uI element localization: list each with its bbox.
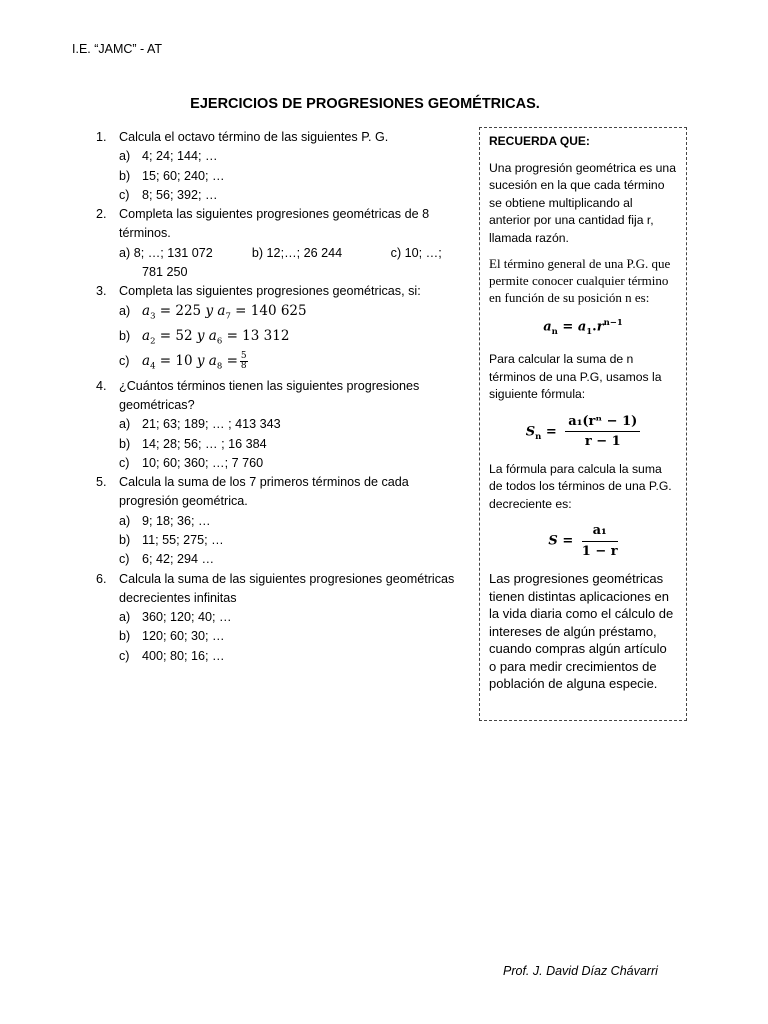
exercise-options bbox=[119, 608, 470, 666]
math-expression bbox=[142, 327, 290, 347]
school-header: I.E. “JAMC” - AT bbox=[72, 42, 163, 56]
option-text: 4; 24; 144; … bbox=[142, 149, 218, 164]
option bbox=[119, 647, 470, 666]
option-letter: b) bbox=[119, 328, 131, 343]
fraction-numerator: a₁(rⁿ − 1) bbox=[565, 413, 640, 433]
option-row bbox=[119, 244, 470, 263]
option-letter: c) bbox=[119, 648, 130, 663]
math-y: y bbox=[196, 327, 205, 344]
author-footer: Prof. J. David Díaz Chávarri bbox=[503, 964, 658, 978]
option-letter: a) bbox=[119, 149, 131, 164]
formula-eq: = bbox=[562, 319, 574, 335]
exercise-number: 6. bbox=[96, 571, 107, 586]
exercise-options bbox=[119, 415, 470, 473]
math-val: = 52 bbox=[159, 327, 193, 344]
option-letter: b) bbox=[119, 533, 131, 547]
math-val: = 13 312 bbox=[226, 327, 290, 344]
fraction-denominator: 1 − r bbox=[581, 543, 618, 559]
option-text: 14; 28; 56; … ; 16 384 bbox=[142, 436, 267, 451]
option bbox=[119, 454, 470, 473]
exercise-number: 3. bbox=[96, 284, 107, 299]
option bbox=[119, 512, 470, 531]
formula-dot: . bbox=[592, 319, 597, 335]
option-letter: c) bbox=[119, 187, 130, 202]
option-c-continued: 781 250 bbox=[142, 265, 188, 280]
exercise-number: 2. bbox=[96, 207, 107, 222]
fraction-numerator: a₁ bbox=[582, 522, 618, 542]
exercise-5 bbox=[96, 473, 470, 569]
formula-sub: n bbox=[551, 326, 558, 337]
option-letter: a) bbox=[119, 513, 131, 528]
general-term-text: El término general de una P.G. que permite conocer cualquier término en función de su posición n es: bbox=[489, 256, 671, 305]
reminder-heading: RECUERDA QUE: bbox=[489, 134, 590, 148]
exercise-2 bbox=[96, 205, 470, 282]
exercise-text: Calcula el octavo término de las siguientes P. G. bbox=[119, 130, 389, 144]
math-sub: 3 bbox=[150, 311, 156, 322]
formula-fraction bbox=[582, 522, 618, 560]
reminder-box bbox=[479, 127, 687, 721]
definition-text: Una progresión geométrica es una sucesión en la que cada término se obtiene multiplicando al anterior por una cantidad fija r, llamada razón. bbox=[489, 160, 676, 245]
formula-eq: = bbox=[562, 533, 574, 549]
option-text: 8; 56; 392; … bbox=[142, 187, 218, 202]
sum-text: Para calcular la suma de n términos de una P.G, usamos la siguiente fórmula: bbox=[489, 352, 662, 402]
page-title bbox=[0, 96, 730, 112]
option-text: 9; 18; 36; … bbox=[142, 513, 211, 528]
exercise-text: ¿Cuántos términos tienen las siguientes progresiones geométricas? bbox=[119, 378, 420, 412]
exercise-options bbox=[119, 147, 470, 205]
option bbox=[119, 531, 470, 550]
option bbox=[119, 327, 470, 352]
formula-symbol: a bbox=[577, 319, 587, 335]
option bbox=[119, 435, 470, 454]
option bbox=[119, 186, 470, 205]
math-expression bbox=[142, 350, 248, 372]
math-sub: 7 bbox=[225, 311, 231, 322]
option-letter: b) bbox=[119, 629, 131, 644]
math-sub: 6 bbox=[216, 336, 223, 347]
math-val: = bbox=[226, 352, 238, 369]
math-val: = 10 bbox=[159, 352, 193, 369]
math-val: = 225 bbox=[159, 302, 202, 319]
formula-symbol: S bbox=[525, 424, 536, 440]
math-y: y bbox=[196, 352, 205, 369]
math-var: a bbox=[142, 302, 151, 319]
math-var: a bbox=[208, 352, 217, 369]
exercise-number: 4. bbox=[96, 378, 107, 393]
option-text: 120; 60; 30; … bbox=[142, 629, 225, 644]
option-c: c) 10; …; bbox=[390, 245, 442, 260]
option-a: a) 8; …; 131 072 bbox=[119, 245, 213, 260]
option-text: 400; 80; 16; … bbox=[142, 648, 225, 663]
exercise-options bbox=[119, 302, 470, 377]
option-text: 6; 42; 294 … bbox=[142, 552, 215, 567]
math-var: a bbox=[142, 327, 151, 344]
option-text: 11; 55; 275; … bbox=[142, 533, 224, 547]
math-var: a bbox=[142, 352, 151, 369]
math-sub: 4 bbox=[150, 361, 156, 372]
applications-text: Las progresiones geométricas tienen distintas aplicaciones en la vida diaria como el cálculo de intereses de algún préstamo, cuando compras algún artículo o para medir crecimientos de población de alguna especie. bbox=[489, 571, 674, 692]
option bbox=[119, 302, 470, 327]
option-letter: b) bbox=[119, 436, 131, 451]
exercise-number: 5. bbox=[96, 475, 107, 490]
formula-sub: n bbox=[535, 432, 542, 443]
option-letter: a) bbox=[119, 417, 131, 432]
infinite-sum-text: La fórmula para calcula la suma de todos los términos de una P.G. decreciente es: bbox=[489, 461, 672, 511]
option-letter: c) bbox=[119, 552, 130, 567]
math-sub: 8 bbox=[216, 361, 223, 372]
option-text: 10; 60; 360; …; 7 760 bbox=[142, 455, 264, 470]
option-letter: c) bbox=[119, 455, 130, 470]
exercise-4 bbox=[96, 377, 470, 473]
option bbox=[119, 167, 470, 186]
infinite-sum-formula bbox=[489, 522, 677, 560]
fraction bbox=[240, 352, 248, 371]
fraction-denominator: r − 1 bbox=[584, 434, 621, 450]
exercise-number: 1. bbox=[96, 130, 107, 144]
option-text: 15; 60; 240; … bbox=[142, 168, 225, 183]
option-text: 360; 120; 40; … bbox=[142, 610, 232, 625]
math-var: a bbox=[217, 302, 226, 319]
formula-sub: 1 bbox=[586, 326, 593, 337]
exercise-text: Calcula la suma de los 7 primeros términos de cada progresión geométrica. bbox=[119, 475, 409, 509]
option-letter: b) bbox=[119, 168, 131, 183]
option bbox=[119, 627, 470, 646]
formula-symbol: r bbox=[596, 319, 604, 335]
option-letter: a) bbox=[119, 610, 131, 625]
general-term-formula bbox=[489, 315, 677, 341]
page-title-text: EJERCICIOS DE PROGRESIONES GEOMÉTRICAS. bbox=[190, 96, 540, 112]
exercise-list bbox=[96, 128, 470, 666]
option-letter: a) bbox=[119, 303, 131, 318]
option-text: 21; 63; 189; … ; 413 343 bbox=[142, 417, 281, 432]
exercise-3 bbox=[96, 282, 470, 376]
formula-exponent: n−1 bbox=[603, 318, 623, 328]
math-var: a bbox=[208, 327, 217, 344]
exercise-options bbox=[119, 512, 470, 570]
formula-symbol: a bbox=[543, 319, 552, 335]
option bbox=[119, 608, 470, 627]
exercise-text: Completa las siguientes progresiones geométricas, si: bbox=[119, 284, 421, 299]
math-y: y bbox=[205, 302, 214, 319]
sum-formula bbox=[489, 413, 677, 451]
option bbox=[119, 147, 470, 166]
fraction-numerator: 5 bbox=[240, 350, 247, 361]
exercise-text: Completa las siguientes progresiones geométricas de 8 términos. bbox=[119, 207, 430, 241]
math-expression bbox=[142, 302, 307, 322]
formula-fraction bbox=[565, 413, 640, 451]
formula-symbol: S bbox=[548, 533, 558, 549]
exercise-1 bbox=[96, 128, 470, 205]
option bbox=[119, 550, 470, 569]
option-b: b) 12;…; 26 244 bbox=[251, 245, 343, 260]
option bbox=[119, 352, 470, 377]
math-val: = 140 625 bbox=[235, 302, 307, 319]
option-letter: c) bbox=[119, 353, 130, 368]
exercise-text: Calcula la suma de las siguientes progresiones geométricas decrecientes infinitas bbox=[119, 571, 455, 605]
math-sub: 2 bbox=[150, 336, 156, 347]
exercise-6 bbox=[96, 570, 470, 666]
option bbox=[119, 415, 470, 434]
formula-eq: = bbox=[545, 424, 557, 440]
fraction-denominator: 8 bbox=[240, 360, 247, 371]
